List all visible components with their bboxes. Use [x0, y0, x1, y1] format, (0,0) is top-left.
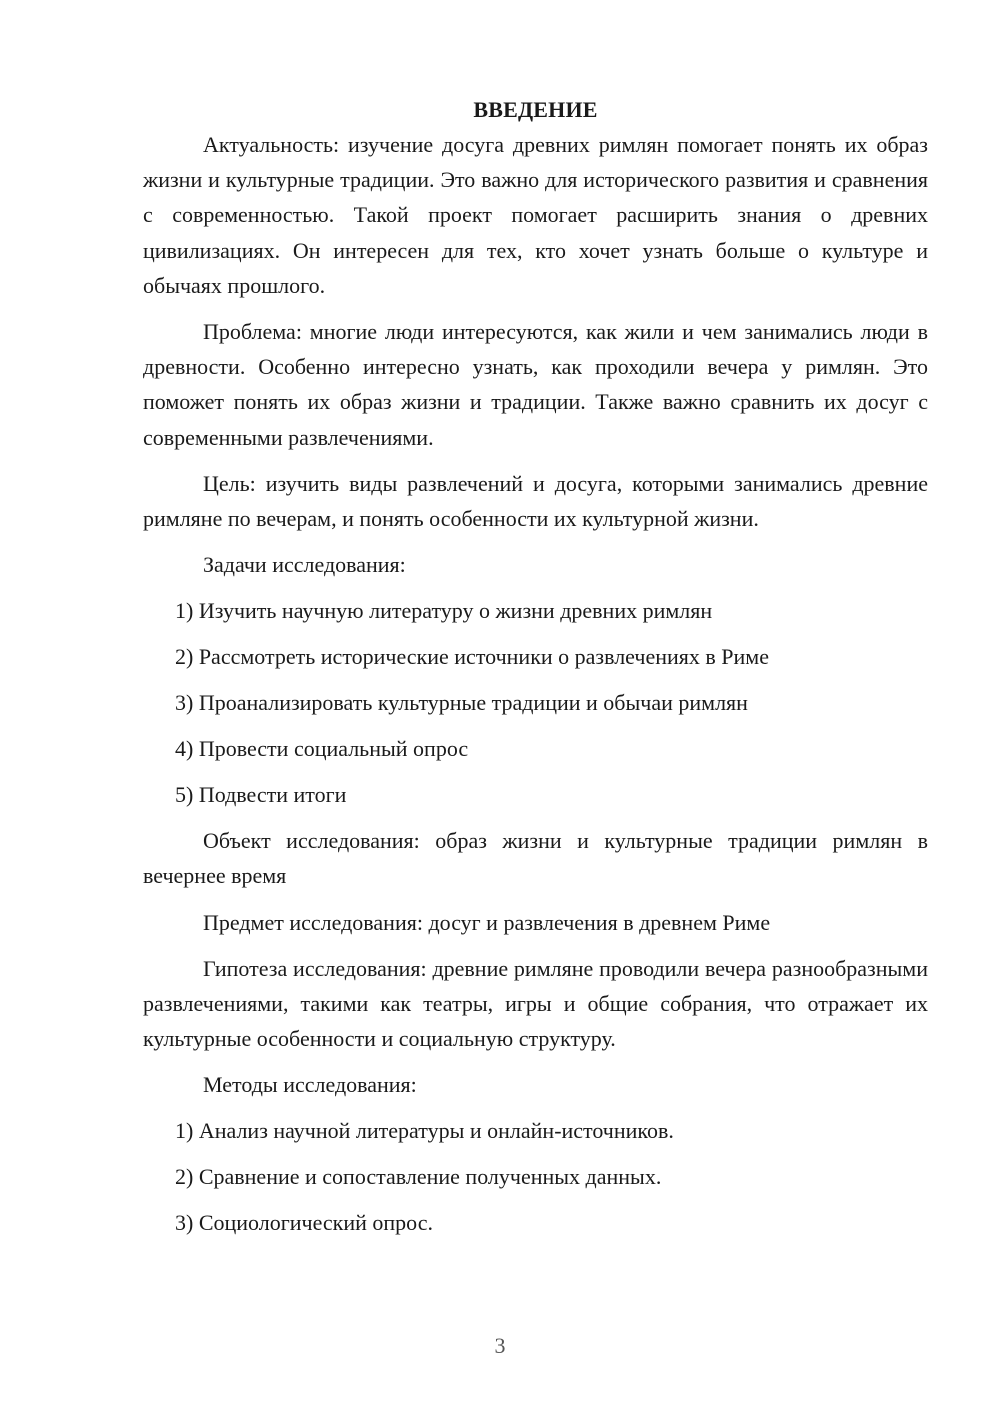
method-item: 2) Сравнение и сопоставление полученных данных.: [175, 1164, 662, 1190]
hypothesis-paragraph: Гипотеза исследования: древние римляне проводили вечера разнообразными развлечениями, такими как театры, игры и общие собрания, что отражает их культурные особенности и социальную структуру.: [143, 955, 928, 1052]
method-item: 3) Социологический опрос.: [175, 1210, 433, 1236]
task-item: 5) Подвести итоги: [175, 782, 347, 808]
method-item: 1) Анализ научной литературы и онлайн-источников.: [175, 1118, 674, 1144]
page-number: 3: [494, 1333, 506, 1358]
document-page: [143, 93, 928, 1240]
object-paragraph: Объект исследования: образ жизни и культурные традиции римлян в вечернее время: [143, 828, 928, 889]
section-heading: ВВЕДЕНИЕ: [473, 97, 598, 122]
task-item: 2) Рассмотреть исторические источники о развлечениях в Риме: [175, 644, 769, 670]
task-item: 4) Провести социальный опрос: [175, 736, 469, 762]
task-item: 3) Проанализировать культурные традиции и обычаи римлян: [175, 690, 748, 716]
problem-paragraph: Проблема: многие люди интересуются, как жили и чем занимались люди в древности. Особенно интересно узнать, как проходили вечера у римлян. Это поможет понять их образ жизни и традиции. Также важно сравнить их досуг с современными развлечениями.: [143, 319, 928, 450]
goal-paragraph: Цель: изучить виды развлечений и досуга, которыми занимались древние римляне по вечерам, и понять особенности их культурной жизни.: [143, 470, 928, 532]
relevance-paragraph: Актуальность: изучение досуга древних римлян помогает понять их образ жизни и культурные традиции. Это важно для исторического развития и сравнения с современностью. Такой проект помогает расширить знания о древних цивилизациях. Он интересен для тех, кто хочет узнать больше о культуре и обычаях прошлого.: [143, 132, 928, 298]
tasks-list: [143, 593, 928, 812]
task-item: 1) Изучить научную литературу о жизни древних римлян: [175, 598, 713, 624]
tasks-title: Задачи исследования:: [203, 552, 406, 578]
subject-paragraph: Предмет исследования: досуг и развлечения в древнем Риме: [203, 909, 771, 935]
methods-list: [143, 1113, 928, 1240]
methods-title: Методы исследования:: [203, 1072, 417, 1098]
